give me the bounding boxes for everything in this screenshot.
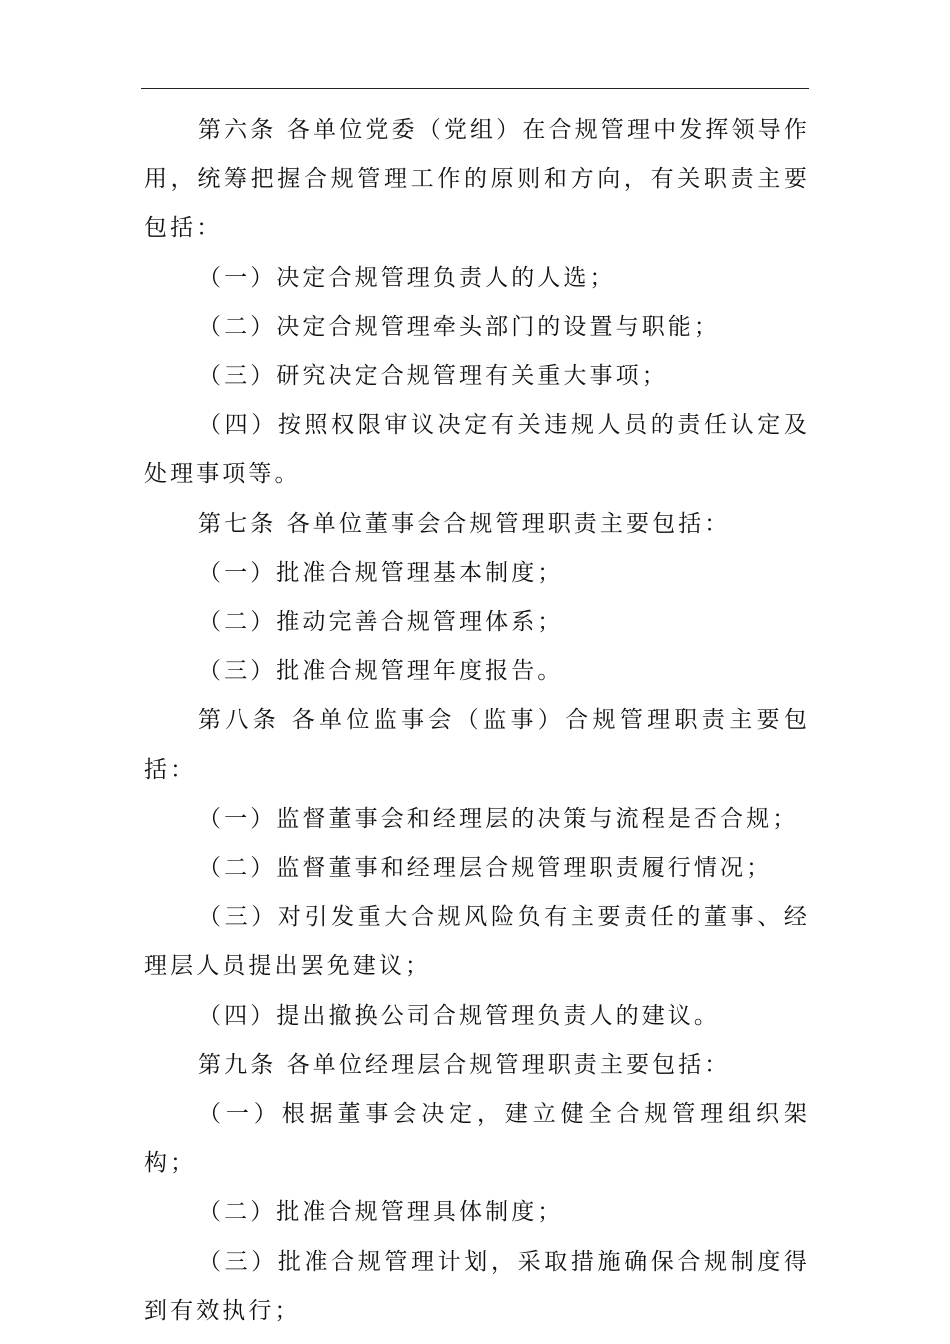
article-9-item-1: （一）根据董事会决定，建立健全合规管理组织架构；	[144, 1101, 810, 1177]
article-8-item-2: （二）监督董事和经理层合规管理职责履行情况；	[198, 855, 773, 882]
article-6-item-2: （二）决定合规管理牵头部门的设置与职能；	[198, 313, 720, 340]
article-7-item-3: （三）批准合规管理年度报告。	[198, 658, 564, 685]
article-9: 第九条 各单位经理层合规管理职责主要包括：	[198, 1051, 731, 1078]
article-6-item-1: （一）决定合规管理负责人的人选；	[198, 264, 616, 291]
article-6: 第六条 各单位党委（党组）在合规管理中发挥领导作用，统筹把握合规管理工作的原则和方向，有关职责主要包括：	[144, 117, 810, 242]
article-8-item-3: （三）对引发重大合规风险负有主要责任的董事、经理层人员提出罢免建议；	[144, 904, 810, 980]
article-6-item-3: （三）研究决定合规管理有关重大事项；	[198, 363, 668, 390]
article-8-item-1: （一）监督董事会和经理层的决策与流程是否合规；	[198, 805, 799, 832]
article-7-item-2: （二）推动完善合规管理体系；	[198, 609, 564, 636]
document-body	[144, 106, 810, 1336]
article-7-item-1: （一）批准合规管理基本制度；	[198, 559, 564, 586]
article-9-item-3: （三）批准合规管理计划，采取措施确保合规制度得到有效执行；	[144, 1248, 810, 1324]
article-9-item-2: （二）批准合规管理具体制度；	[198, 1199, 564, 1226]
article-8-item-4: （四）提出撤换公司合规管理负责人的建议。	[198, 1002, 720, 1029]
article-8: 第八条 各单位监事会（监事）合规管理职责主要包括：	[144, 707, 810, 783]
header-rule	[141, 88, 809, 89]
article-6-item-4: （四）按照权限审议决定有关违规人员的责任认定及处理事项等。	[144, 412, 810, 488]
article-7: 第七条 各单位董事会合规管理职责主要包括：	[198, 510, 731, 537]
